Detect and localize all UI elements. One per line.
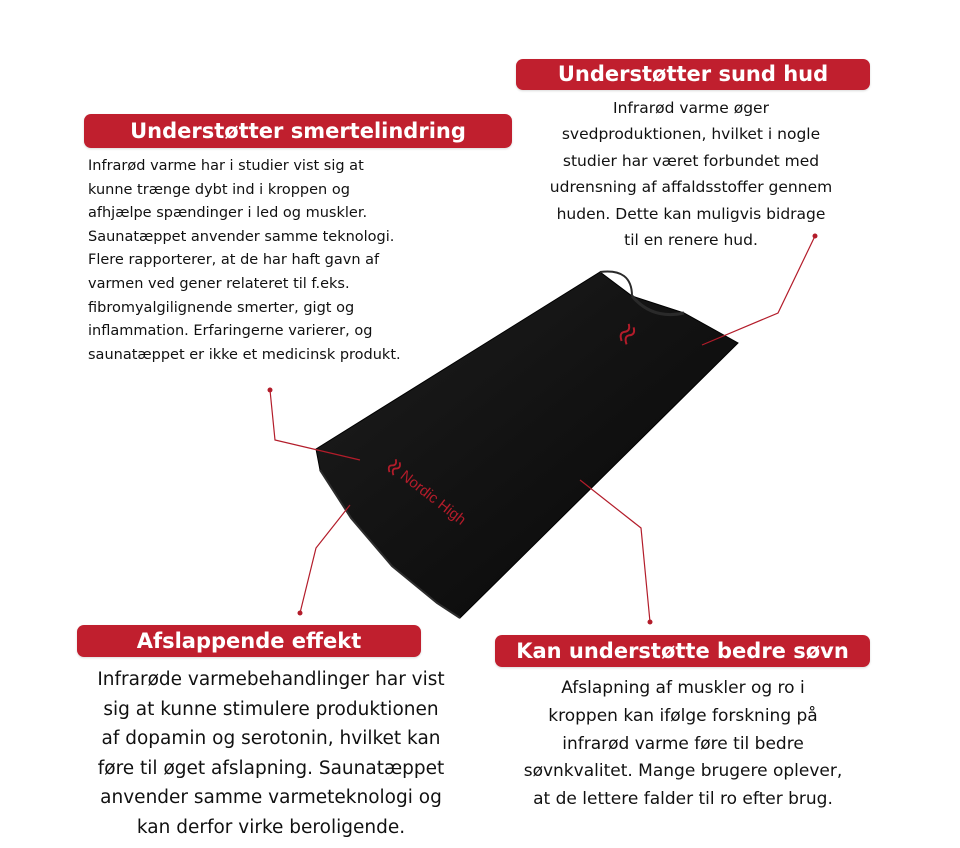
text-line: Infrarød varme har i studier vist sig at — [88, 158, 364, 174]
text-line: saunatæppet er ikke et medicinsk produkt. — [88, 346, 401, 363]
text-line: søvnkvalitet. Mange brugere oplever, — [523, 761, 843, 782]
text-line: til en renere hud. — [624, 231, 758, 250]
text-line: svedproduktionen, hvilket i nogle — [561, 125, 821, 144]
text-line: kroppen kan ifølge forskning på — [548, 705, 818, 726]
text-line: Infrarød varme øger — [613, 99, 769, 117]
better-sleep-text — [482, 675, 884, 814]
text-line: studier har været forbundet med — [562, 151, 820, 170]
text-line: inflammation. Erfaringerne varierer, og — [88, 323, 373, 340]
better-sleep-heading: Kan understøtte bedre søvn — [495, 635, 870, 667]
text-line: føre til øget afslapning. Saunatæppet — [97, 757, 445, 779]
text-line: Saunatæppet anvender samme teknologi. — [88, 228, 395, 245]
text-line: fibromyalgilignende smerter, gigt og — [88, 299, 355, 316]
text-line: afhjælpe spændinger i led og muskler. — [88, 205, 368, 222]
pain-relief-heading: Understøtter smertelindring — [84, 114, 512, 148]
text-line: varmen ved gener relateret til f.eks. — [88, 275, 350, 292]
callout-relax — [300, 505, 350, 613]
text-line: kan derfor virke beroligende. — [136, 816, 406, 838]
text-line: Infrarøde varmebehandlinger har vist — [97, 669, 445, 690]
text-line: Flere rapporterer, at de har haft gavn af — [88, 252, 380, 269]
brand-logo-text: Nordic High — [396, 467, 470, 529]
callout-sleep — [580, 480, 650, 622]
text-line: at de lettere falder til ro efter brug. — [533, 789, 833, 810]
relaxing-effect-text — [69, 665, 473, 843]
text-line: anvender samme varmeteknologi og — [100, 787, 442, 809]
text-line: af dopamin og serotonin, hvilket kan — [101, 728, 441, 750]
pain-relief-text — [88, 155, 401, 367]
healthy-skin-heading: Understøtter sund hud — [516, 59, 870, 90]
text-line: udrensning af affaldsstoffer gennem — [549, 178, 833, 197]
healthy-skin-text — [520, 95, 862, 253]
text-line: kunne trænge dybt ind i kroppen og — [88, 181, 350, 198]
text-line: Afslapning af muskler og ro i — [561, 678, 805, 698]
text-line: huden. Dette kan muligvis bidrage — [556, 204, 826, 223]
text-line: infrarød varme føre til bedre — [562, 733, 804, 754]
relaxing-effect-heading: Afslappende effekt — [77, 625, 421, 657]
text-line: sig at kunne stimulere produktionen — [103, 698, 439, 720]
